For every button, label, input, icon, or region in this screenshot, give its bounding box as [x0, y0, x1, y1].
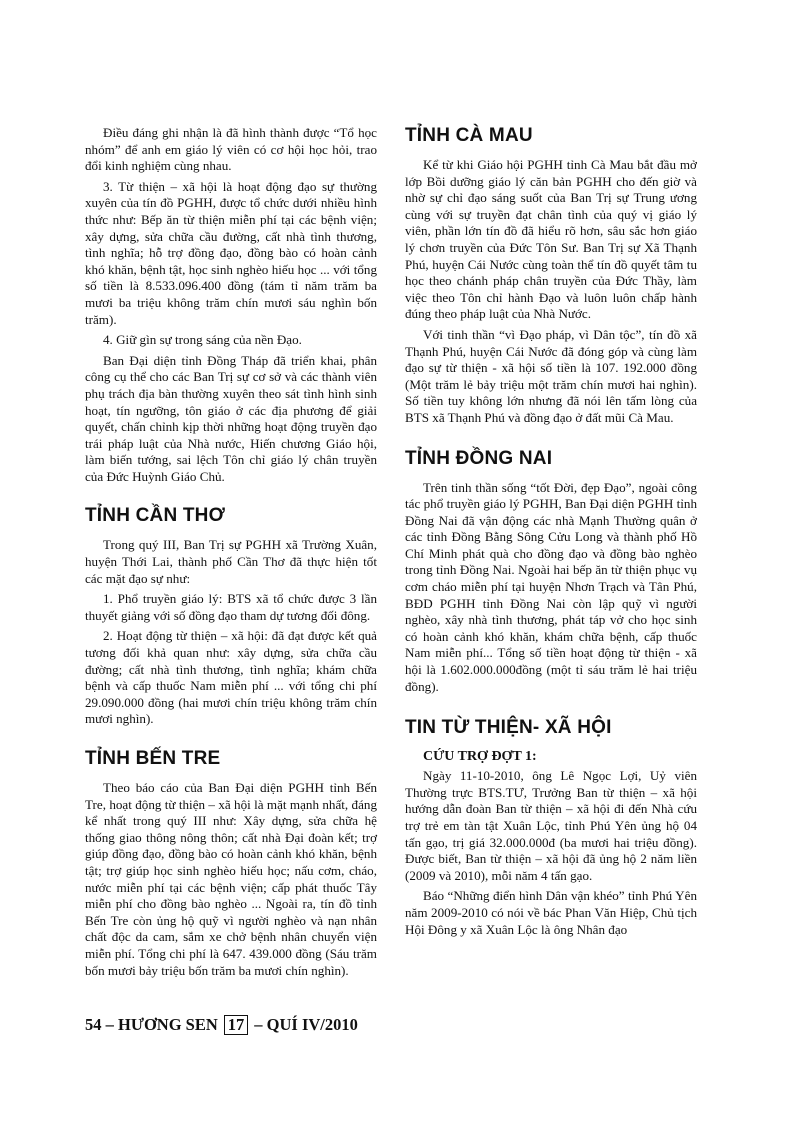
subheading-cuu-tro: CỨU TRỢ ĐỢT 1:	[423, 749, 537, 765]
intro-paragraph: Ban Đại diện tỉnh Đồng Tháp đã triển khai, phân công cụ thể cho các Ban Trị sự cơ sở và các thành viên phụ trách địa bàn thường xuyên theo sát tình hình sinh hoạt, tín ngưỡng, tôn giáo ở các địa phương để giải quyết, chấn chỉnh kịp thời những hoạt động truyền đạo trái pháp luật của Nhà nước, Hiến chương Giáo hội, làm biến tướng, sai lệch Tôn chỉ giáo lý chân truyền của Đức Huỳnh Giáo Chủ.	[85, 352, 377, 484]
tin-tu-thien-paragraph: Ngày 11-10-2010, ông Lê Ngọc Lợi, Uỷ viên Thường trực BTS.TƯ, Trưởng Ban từ thiện – xã hội hướng dẫn đoàn Ban từ thiện – xã hội đi đến Nhà cứu trợ trẻ em tàn tật Xuân Lộc, tỉnh Phú Yên ủng hộ 04 tấn gạo, trị giá 32.000.000đ (ba mươi hai triệu đồng). Được biết, Ban từ thiện – xã hội đã ủng hộ 2 năm liền (2009 và 2010), mỗi năm 4 tấn gạo.	[405, 768, 697, 883]
section-heading-dong-nai: TỈNH ĐỒNG NAI	[405, 447, 553, 469]
dong-nai-paragraph: Trên tinh thần sống “tốt Đời, đẹp Đạo”, ngoài công tác phổ truyền giáo lý PGHH, Ban Đại diện PGHH tỉnh Đồng Nai đã vận động các nhà Mạnh Thường quân ở các tỉnh Đồng Bằng Sông Cửu Long và thành phố Hồ Chí Minh phát quà cho đồng đạo và đồng bào nghèo trong tỉnh Đồng Nai. Ngoài hai bếp ăn từ thiện phục vụ cơm cháo miễn phí tại huyện Nhơn Trạch và Tân Phú, BĐD PGHH tỉnh Đồng Nai còn lập quỹ vì người nghèo, xây nhà tình thương, phát táp vở cho học sinh có hoàn cảnh khó khăn, khám chữa bệnh, cấp thuốc Nam miễn phí... Tổng số tiền hoạt động từ thiện - xã hội là 1.602.000.000đồng (một tỉ sáu trăm lẻ hai triệu đồng).	[405, 479, 697, 694]
right-column	[405, 125, 697, 942]
section-heading-tin-tu-thien: TIN TỪ THIỆN- XÃ HỘI	[405, 717, 612, 739]
page-footer	[85, 1015, 358, 1035]
ca-mau-paragraph: Với tinh thần “vì Đạo pháp, vì Dân tộc”, tín đồ xã Thạnh Phú, huyện Cái Nước đã đóng góp và cùng làm đạo sự từ thiện - xã hội số tiền là 107. 192.000 đồng (Một trăm lẻ bảy triệu một trăm chín mươi hai nghìn). Số tiền tuy không lớn nhưng đã nói lên tấm lòng của BTS xã Thạnh Phú và đồng đạo ở đất mũi Cà Mau.	[405, 326, 697, 425]
section-heading-can-tho: TỈNH CẦN THƠ	[85, 505, 225, 527]
footer-issue-number: 17	[224, 1015, 249, 1035]
intro-paragraph: 4. Giữ gìn sự trong sáng của nền Đạo.	[103, 332, 302, 348]
can-tho-paragraph: Trong quý III, Ban Trị sự PGHH xã Trường Xuân, huyện Thới Lai, thành phố Cần Thơ đã thực hiện tốt các mặt đạo sự như:	[85, 537, 377, 586]
intro-paragraph: 3. Từ thiện – xã hội là hoạt động đạo sự thường xuyên của tín đồ PGHH, được tổ chức dưới nhiều hình thức như: Bếp ăn từ thiện miễn phí tại các bệnh viện; xây dựng, sửa chữa cầu đường, cất nhà tình thương, tình nghĩa; hỗ trợ đồng đạo, đồng bào có hoàn cảnh khó khăn, bệnh tật, học sinh nghèo hiếu học ... với tổng số tiền là 8.533.096.400 đồng (tám tỉ năm trăm ba mươi ba triệu không trăm chín mươi sáu nghìn bốn trăm).	[85, 178, 377, 327]
can-tho-paragraph: 2. Hoạt động từ thiện – xã hội: đã đạt được kết quả tương đối khả quan như: xây dựng, sửa chữa cầu đường; cất nhà tình thương, tình nghĩa; khám chữa bệnh và cấp thuốc Nam miễn phí ... với tổng chi phí 29.090.000 đồng (hai mươi chín triệu không trăm chín mươi nghìn).	[85, 628, 377, 727]
can-tho-paragraph: 1. Phổ truyền giáo lý: BTS xã tổ chức được 3 lần thuyết giảng với số đồng đạo tham dự tương đối đông.	[85, 591, 377, 623]
ca-mau-paragraph: Kể từ khi Giáo hội PGHH tỉnh Cà Mau bắt đầu mở lớp Bồi dưỡng giáo lý căn bản PGHH cho đến giờ và nhờ sự chỉ đạo sáng suốt của Ban Trị sự Trung ương cùng với sự truyền đạt chân tình của quý vị giáo lý viên, phần lớn tín đồ đã hiểu rõ hơn, sâu sắc hơn giáo lý chơn truyền của Đức Tôn Sư. Ban Trị sự Xã Thạnh Phú, huyện Cái Nước cùng toàn thể tín đồ quyết tâm tu học theo chánh pháp chân truyền của Đức Thầy, làm việc theo Tôn chỉ hành Đạo và luôn luôn chấp hành đúng theo pháp luật của Nhà Nước.	[405, 157, 697, 322]
tin-tu-thien-paragraph: Báo “Những điển hình Dân vận khéo” tỉnh Phú Yên năm 2009-2010 có nói về bác Phan Văn Hiệp, Chủ tịch Hội Đông y xã Xuân Lộc là ông Nhân đạo	[405, 888, 697, 937]
footer-quarter-label: – QUÍ IV/2010	[254, 1015, 358, 1034]
left-column	[85, 125, 377, 983]
footer-page-label: 54 – HƯƠNG SEN	[85, 1015, 218, 1034]
ben-tre-paragraph: Theo báo cáo của Ban Đại diện PGHH tỉnh Bến Tre, hoạt động từ thiện – xã hội là mặt mạnh nhất, đáng kể nhất trong quý III như: Xây dựng, sửa chữa hệ thống giao thông nông thôn; cất nhà Đại đoàn kết; trợ giúp đồng đạo, đồng bào có hoàn cảnh khó khăn, bệnh tật; trợ giúp học sinh nghèo hiếu học; nấu cơm, cháo, nước miễn phí tại các bệnh viện; cấp phát thuốc Tây miễn phí cho đồng bào nghèo ... Ngoài ra, tín đồ tỉnh Bến Tre còn ủng hộ quỹ vì người nghèo và nạn nhân chất độc da cam, sắm xe chở bệnh nhân chuyển viện miễn phí. Tổng chi phí là 647. 439.000 đồng (Sáu trăm bốn mươi bảy triệu bốn trăm ba mươi chín nghìn).	[85, 780, 377, 978]
section-heading-ca-mau: TỈNH CÀ MAU	[405, 125, 533, 146]
section-heading-ben-tre: TỈNH BẾN TRE	[85, 748, 221, 769]
intro-paragraph: Điều đáng ghi nhận là đã hình thành được “Tổ học nhóm” để anh em giáo lý viên có cơ hội học hỏi, trao đổi kinh nghiệm cùng nhau.	[85, 125, 377, 174]
